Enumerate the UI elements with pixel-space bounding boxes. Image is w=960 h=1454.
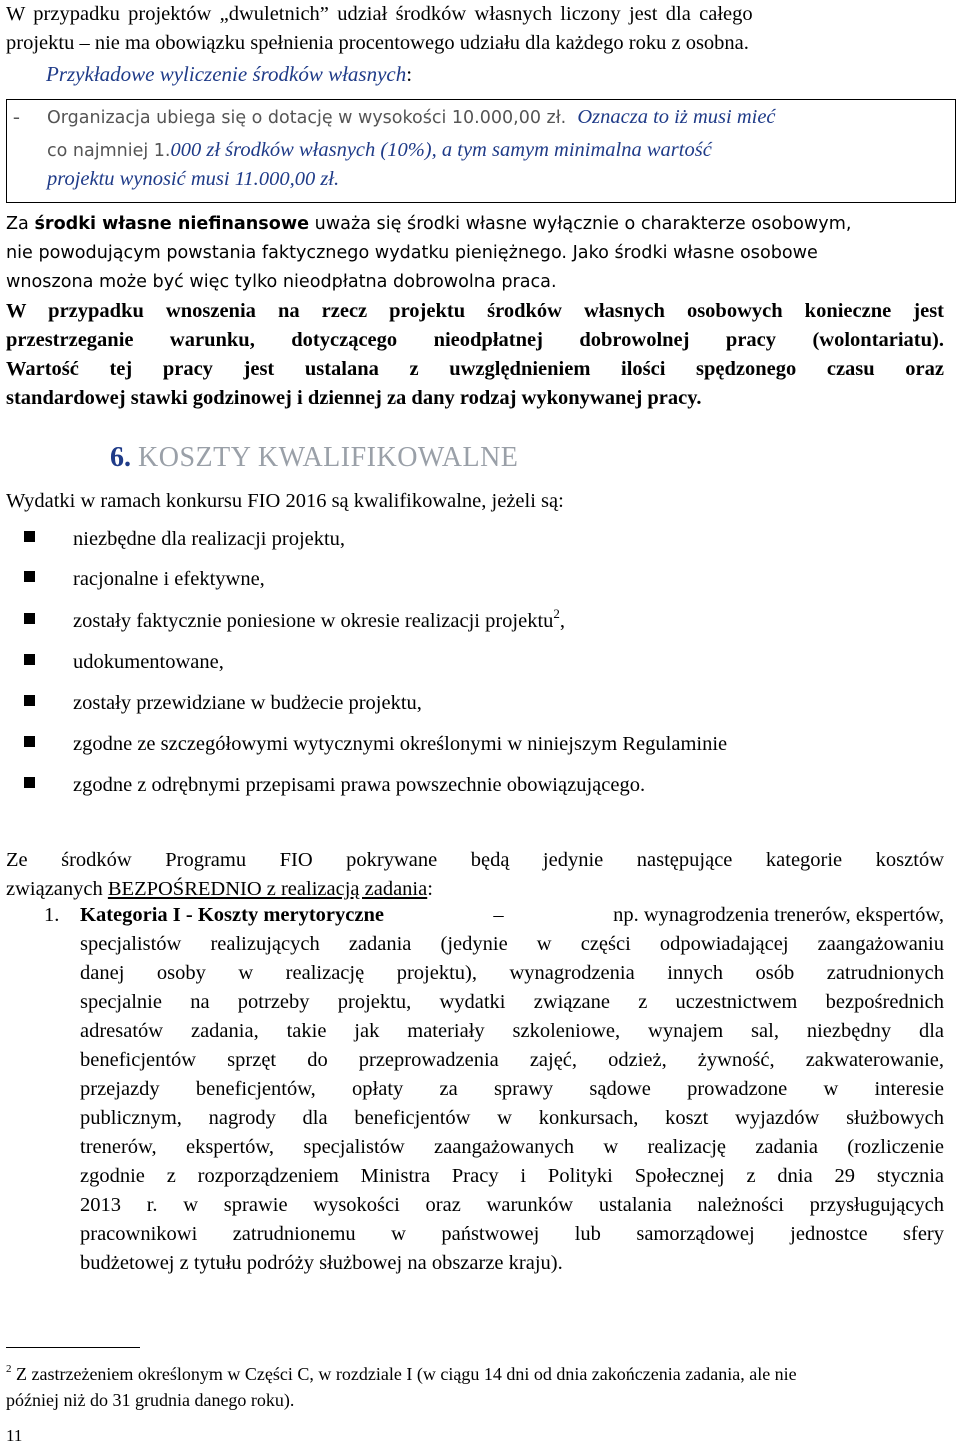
category-1-line [80,933,944,962]
example-title [46,62,412,87]
example-dash: - [13,106,20,128]
category-1-line-text: specjalnie na potrzeby projektu, wydatki związane z uczestnictwem bezpośrednich [80,991,944,1013]
list-item-text: niezbędne dla realizacji projektu, [73,528,346,550]
categories-line-2-underlined: BEZPOŚREDNIO z realizacją zadania [107,878,428,900]
bold-line-4-text: standardowej stawki godzinowej i dziennej za dany rodzaj wykonywanej pracy. [6,387,702,409]
category-1-dash: – [493,904,504,926]
intro-line-2 [6,29,944,58]
example-line1-gray: Organizacja ubiega się o dotację w wysokości 10.000,00 zł. [47,108,567,128]
nonfin-line-1 [6,210,944,239]
list-item [24,568,265,591]
category-1-line-text: trenerów, ekspertów, specjalistów zaangażowanych w realizację zadania (rozliczenie [80,1136,944,1158]
example-title-colon: : [406,62,413,86]
nonfin-line-1-content [6,210,851,239]
nonfin-line-2 [6,239,944,268]
category-1-body [80,904,944,1281]
bold-line-3 [6,355,944,384]
category-1-line-text: danej osoby w realizację projektu), wynagrodzenia innych osób zatrudnionych [80,962,944,984]
category-1-line [80,1165,944,1194]
example-line2-gray: co najmniej 1. [47,141,171,161]
page-number: 11 [6,1426,23,1445]
intro-paragraph [6,0,944,58]
category-1-line-text: przejazdy beneficjentów, opłaty za sprawy sądowe prowadzone w interesie [80,1078,944,1100]
category-1-line [80,1194,944,1223]
category-1-line [80,1049,944,1078]
categories-line-2-pre: związanych [6,878,103,900]
category-1-line-text: pracownikowi zatrudnionemu w państwowej lub samorządowej jednostce sfery [80,1223,944,1245]
category-1-line-text: budżetowej z tytułu podróży służbowej na obszarze kraju). [80,1252,563,1274]
nonfinancial-paragraph [6,210,944,297]
bold-line-4 [6,384,944,413]
category-1-first-rest: np. wynagrodzenia trenerów, ekspertów, [613,904,944,926]
square-bullet-icon [24,613,35,624]
nonfin-pre: Za [6,214,29,234]
list-item-text: udokumentowane, [73,651,224,673]
square-bullet-icon [24,531,35,542]
example-box [6,99,956,203]
footnote-ref: 2 [553,606,560,621]
category-1-line [80,1107,944,1136]
list-item [24,651,224,674]
categories-line-2 [6,875,944,904]
bold-line-2-text: przestrzeganie warunku, dotyczącego nieodpłatnej dobrowolnej pracy (wolontariatu). [6,329,944,351]
categories-line-1-text: Ze środków Programu FIO pokrywane będą jedynie następujące kategorie kosztów [6,849,944,871]
bold-line-3-text: Wartość tej pracy jest ustalana z uwzględnieniem ilości spędzonego czasu oraz [6,358,944,380]
category-1-line-text: beneficjentów sprzęt do przeprowadzenia zajęć, odzież, żywność, zakwaterowanie, [80,1049,944,1071]
intro-line-2-text: projektu – nie ma obowiązku spełnienia procentowego udziału dla każdego roku z osobna. [6,32,749,54]
square-bullet-icon [24,654,35,665]
square-bullet-icon [24,571,35,582]
footnote-line-2 [6,1390,916,1411]
intro-line-1 [6,0,944,29]
example-row-2 [47,137,712,165]
example-line3-blue: projektu wynosić musi 11. [47,168,259,190]
category-1-line [80,1252,944,1281]
square-bullet-icon [24,736,35,747]
nonfin-bold: środki własne niefinansowe [34,214,310,234]
intro-line-1-text: W przypadku projektów „dwuletnich” udział środków własnych liczony jest dla całego [6,3,753,25]
list-item-text: racjonalne i efektywne, [73,568,265,590]
bold-line-1 [6,297,944,326]
category-1-line-text: zgodnie z rozporządzeniem Ministra Pracy i Polityki Społecznej z dnia 29 stycznia [80,1165,944,1187]
list-item [24,692,422,715]
category-1-line-text: publicznym, nagrody dla beneficjentów w konkursach, koszt wyjazdów służbowych [80,1107,944,1129]
nonfin-line-3 [6,268,944,297]
list-item [24,774,645,797]
category-1-line-text: 2013 r. w sprawie wysokości oraz warunków ustalania należności przysługujących [80,1194,944,1216]
square-bullet-icon [24,695,35,706]
section-heading [110,442,518,474]
example-line1-blue: Oznacza to iż musi mieć [577,106,776,128]
example-row-1 [13,104,776,132]
list-item [24,528,345,551]
category-1-number: 1. [44,904,60,926]
category-1-line [80,991,944,1020]
footnote-line-1 [6,1364,916,1385]
bold-line-1-text: W przypadku wnoszenia na rzecz projektu środków własnych osobowych konieczne jest [6,300,944,322]
category-1-bold: Kategoria I - Koszty merytoryczne [80,904,384,926]
footnote-mark: 2 [6,1363,12,1375]
example-title-text: Przykładowe wyliczenie środków własnych [46,62,407,86]
bold-line-2 [6,326,944,355]
category-1-line [80,1223,944,1252]
list-item-tail: , [559,610,566,632]
footnote-divider [6,1347,140,1348]
section-number: 6. [110,442,131,473]
bold-paragraph [6,297,944,413]
list-item [24,606,566,633]
categories-line-1 [6,846,944,875]
eligibility-intro: Wydatki w ramach konkursu FIO 2016 są kwalifikowalne, jeżeli są: [6,490,564,512]
category-1-line [80,962,944,991]
example-line2-blue: 000 zł środków własnych (10%), a tym samym minimalna wartość [170,139,712,161]
list-item-text: zostały przewidziane w budżecie projektu, [73,692,422,714]
example-row-3 [47,166,339,194]
list-item-text: zostały faktycznie poniesione w okresie realizacji projektu [73,610,554,632]
categories-intro [6,846,944,904]
example-line3-gray: 000,00 zł. [258,168,340,190]
square-bullet-icon [24,777,35,788]
footnote-line-2-text: później niż do 31 grudnia danego roku). [6,1390,295,1410]
category-1-line [80,904,944,933]
category-1-line [80,1020,944,1049]
category-1-line-text: specjalistów realizujących zadania (jedynie w części odpowiadającej zaangażowaniu [80,933,944,955]
section-title: KOSZTY KWALIFIKOWALNE [138,442,519,473]
list-item-text: zgodne z odrębnymi przepisami prawa powszechnie obowiązującego. [73,774,646,796]
nonfin-line-2-text: nie powodującym powstania faktycznego wydatku pieniężnego. Jako środki własne osobowe [6,243,818,263]
list-item [24,733,727,756]
nonfin-post: uważa się środki własne wyłącznie o charakterze osobowym, [314,214,852,234]
category-1-line-text: adresatów zadania, takie jak materiały szkoleniowe, wynajem sal, niezbędny dla [80,1020,944,1042]
category-1-line [80,1078,944,1107]
category-1-line [80,1136,944,1165]
nonfin-line-3-text: wnoszona może być więc tylko nieodpłatna dobrowolna praca. [6,272,557,292]
categories-line-2-post: : [427,878,433,900]
footnote-line-1-text: Z zastrzeżeniem określonym w Części C, w rozdziale I (w ciągu 14 dni od dnia zakończenia zadania, ale nie [16,1364,797,1384]
list-item-text: zgodne ze szczegółowymi wytycznymi określonymi w niniejszym Regulaminie [73,733,728,755]
